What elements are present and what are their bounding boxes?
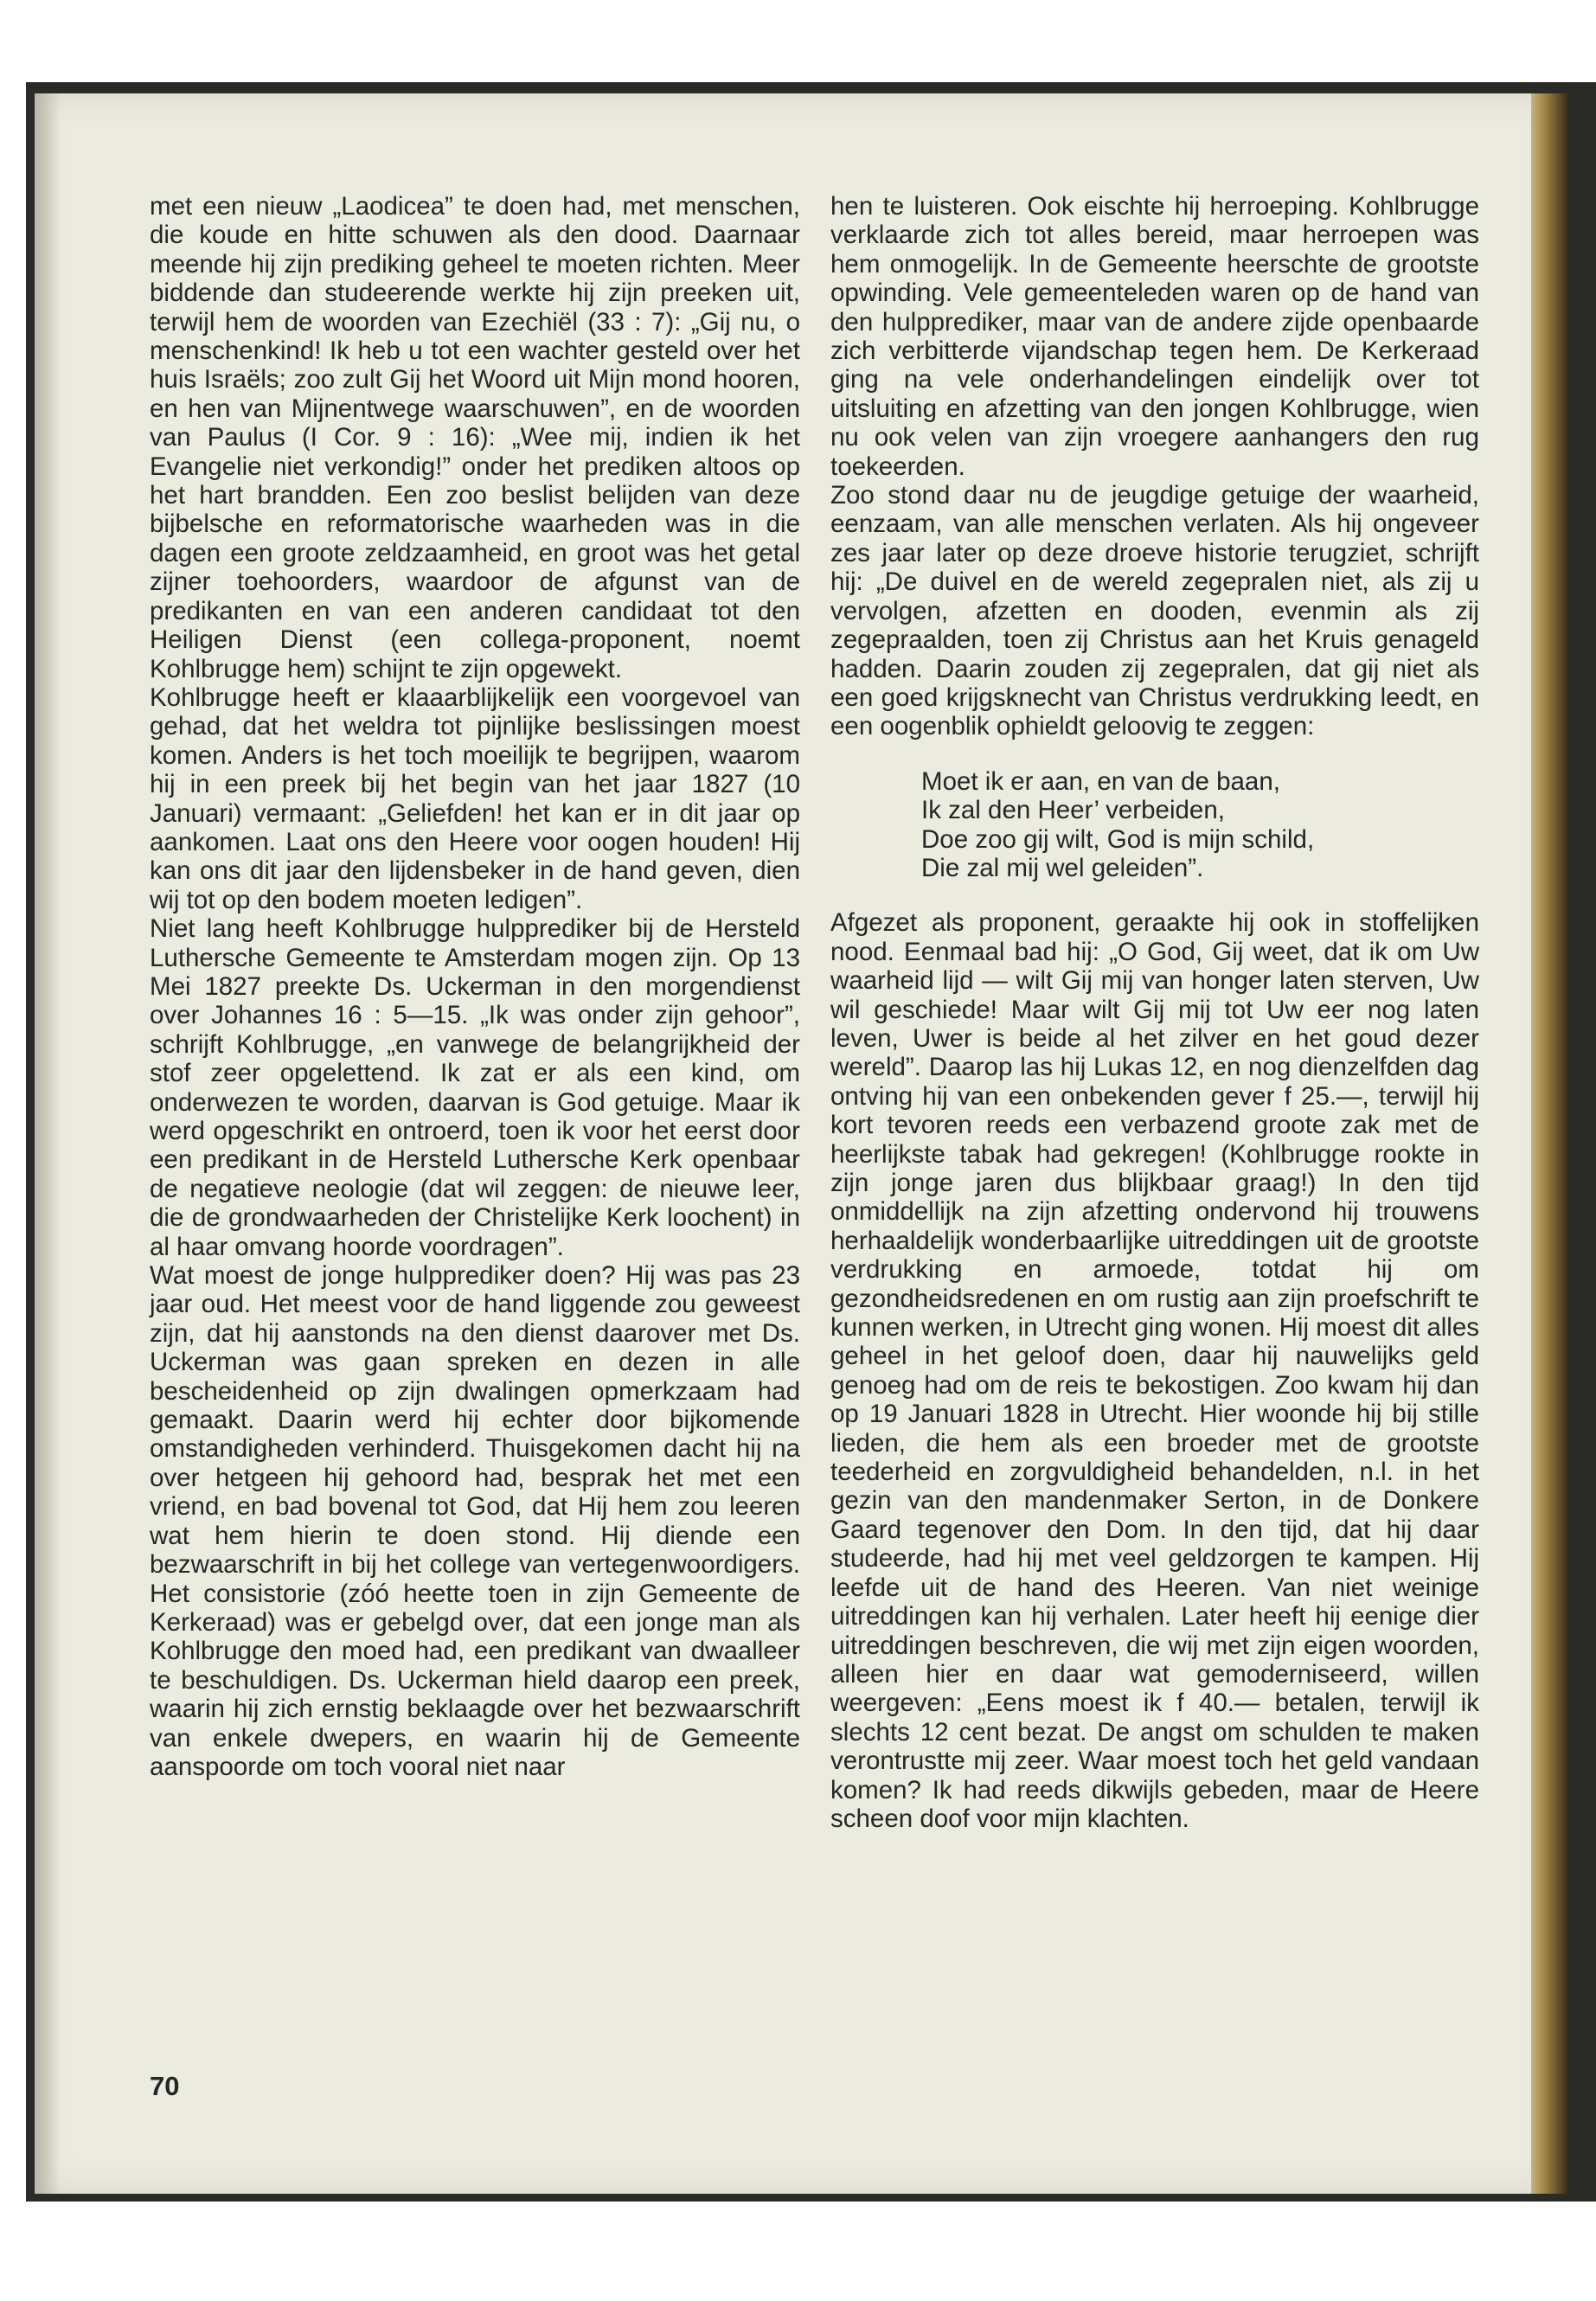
right-paragraph-3: Afgezet als proponent, geraakte hij ook in stoffelijken nood. Eenmaal bad hij: „O God, Gij weet, dat ik om Uw waarheid lijd — wilt Gij mij van honger laten sterven, Uw wil geschiede! Maar wilt Gij mij tot Uw eer nog laten leven, Uwer is beide al het zilver en het goud dezer wereld”. Daarop las hij Lukas 12, en nog dienzelfden dag ontving hij van een onbekenden gever f 25.—, terwijl hij kort tevoren reeds een verbazend groote zak met de heerlijkste tabak had gekregen! (Kohlbrugge rookte in zijn jonge jaren dus blijkbaar graag!) In den tijd onmiddellijk na zijn afzetting ondervond hij trouwens herhaaldelijk wonderbaarlijke uitreddingen uit de grootste verdrukking en armoede, totdat hij om gezondheidsredenen en om rustig aan zijn proefschrift te kunnen werken, in Utrecht ging wonen. Hij moest dit alles geheel in het geloof doen, daar hij nauwelijks geld genoeg had om de reis te bekostigen. Zoo kwam hij dan op 19 Januari 1828 in Utrecht. Hier woonde hij bij stille lieden, die hem als een broeder met de grootste teederheid en zorgvuldigheid behandelden, n.l. in het gezin van den mandenmaker Serton, in de Donkere Gaard tegenover den Dom. In den tijd, dat hij daar studeerde, had hij met veel geldzorgen te kampen. Hij leefde uit de hand des Heeren. Van niet weinige uitreddingen kan hij verhalen. Later heeft hij eenige dier uitreddingen beschreven, die wij met zijn eigen woorden, alleen hier en daar wat gemoderniseerd, willen weergeven: „Eens moest ik f 40.— betalen, terwijl ik slechts 12 cent bezat. De angst om schulden te maken verontrustte mij zeer. Waar moest toch het geld vandaan komen? Ik had reeds dikwijls gebeden, maar de Heere scheen doof voor mijn klachten. <box>830 908 1479 1833</box>
left-paragraph-1: met een nieuw „Laodicea” te doen had, met menschen, die koude en hitte schuwen als den dood. Daarnaar meende hij zijn prediking geheel te moeten richten. Meer biddende dan studeerende werkte hij zijn preeken uit, terwijl hem de woorden van Ezechiël (33 : 7): „Gij nu, o menschenkind! Ik heb u tot een wachter gesteld over het huis Israëls; zoo zult Gij het Woord uit Mijn mond hooren, en hen van Mijnentwege waarschuwen”, en de woorden van Paulus (I Cor. 9 : 16): „Wee mij, indien ik het Evangelie niet verkondig!” onder het prediken altoos op het hart brandden. Een zoo beslist belijden van deze bijbelsche en reformatorische waarheden was in die dagen een groote zeldzaamheid, en groot was het getal zijner toehoorders, waardoor de afgunst van de predikanten en van een anderen candidaat tot den Heiligen Dienst (een collega-proponent, noemt Kohlbrugge hem) schijnt te zijn opgewekt. <box>150 192 800 683</box>
page-edge <box>1531 93 1567 2194</box>
left-paragraph-4: Wat moest de jonge hulpprediker doen? Hij was pas 23 jaar oud. Het meest voor de hand liggende zou geweest zijn, dat hij aanstonds na den dienst daarover met Ds. Uckerman was gaan spreken en dezen in alle bescheidenheid op zijn dwalingen opmerkzaam had gemaakt. Daarin werd hij echter door bijkomende omstandigheden verhinderd. Thuisgekomen dacht hij na over hetgeen hij gehoord had, besprak het met een vriend, en bad bovenal tot God, dat Hij hem zou leeren wat hem hierin te doen stond. Hij diende een bezwaarschrift in bij het college van vertegenwoordigers. Het consistorie (zóó heette toen in zijn Gemeente de Kerkeraad) was er gebelgd over, dat een jonge man als Kohlbrugge den moed had, een predikant van dwaalleer te beschuldigen. Ds. Uckerman hield daarop een preek, waarin hij zich ernstig beklaagde over het bezwaarschrift van enkele dwepers, en waarin hij de Gemeente aanspoorde om toch vooral niet naar <box>150 1261 800 1781</box>
right-column <box>830 192 1479 1833</box>
page-binding-shadow <box>35 93 61 2194</box>
poem-line: Doe zoo gij wilt, God is mijn schild, <box>921 824 1315 854</box>
left-column <box>150 192 800 1781</box>
poem-quote <box>921 767 1479 883</box>
poem-line: Ik zal den Heer’ verbeiden, <box>921 796 1225 825</box>
poem-line: Moet ik er aan, en van de baan, <box>921 766 1280 796</box>
poem-line: Die zal mij wel geleiden”. <box>921 853 1204 882</box>
right-paragraph-2: Zoo stond daar nu de jeugdige getuige der waarheid, eenzaam, van alle menschen verlaten. Als hij ongeveer zes jaar later op deze droeve historie terugziet, schrijft hij: „De duivel en de wereld zegepralen niet, als zij u vervolgen, afzetten en dooden, evenmin als zij zegepraalden, toen zij Christus aan het Kruis genageld hadden. Daarin zouden zij zegepralen, dat gij niet als een goed krijgsknecht van Christus verdrukking leedt, en een oogenblik ophieldt geloovig te zeggen: <box>830 481 1479 741</box>
right-paragraph-1: hen te luisteren. Ook eischte hij herroeping. Kohlbrugge verklaarde zich tot alles bereid, maar herroepen was hem onmogelijk. In de Gemeente heerschte de grootste opwinding. Vele gemeenteleden waren op de hand van den hulpprediker, maar van de andere zijde openbaarde zich verbitterde vijandschap tegen hem. De Kerkeraad ging na vele onderhandelingen eindelijk over tot uitsluiting en afzetting van den jongen Kohlbrugge, wien nu ook velen van zijn vroegere aanhangers den rug toekeerden. <box>830 192 1479 481</box>
left-paragraph-3: Niet lang heeft Kohlbrugge hulpprediker bij de Hersteld Luthersche Gemeente te Amsterdam mogen zijn. Op 13 Mei 1827 preekte Ds. Uckerman in den morgendienst over Johannes 16 : 5—15. „Ik was onder zijn gehoor”, schrijft Kohlbrugge, „en vanwege de belangrijkheid der stof zeer opgelettend. Ik zat er als een kind, om onderwezen te worden, daarvan is God getuige. Maar ik werd opgeschrikt en ontroerd, toen ik voor het eerst door een predikant in de Hersteld Luthersche Kerk openbaar de negatieve neologie (dat wil zeggen: de nieuwe leer, die de grondwaarheden der Christelijke Kerk loochent) in al haar omvang hoorde voordragen”. <box>150 914 800 1261</box>
left-paragraph-2: Kohlbrugge heeft er klaaarblijkelijk een voorgevoel van gehad, dat het weldra tot pijnlijke beslissingen moest komen. Anders is het toch moeilijk te begrijpen, waarom hij in een preek bij het begin van het jaar 1827 (10 Januari) vermaant: „Geliefden! het kan er in dit jaar op aankomen. Laat ons den Heere voor oogen houden! Hij kan ons dit jaar den lijdensbeker in de hand geven, dien wij tot op den bodem moeten ledigen”. <box>150 683 800 914</box>
page-number: 70 <box>150 2071 180 2101</box>
